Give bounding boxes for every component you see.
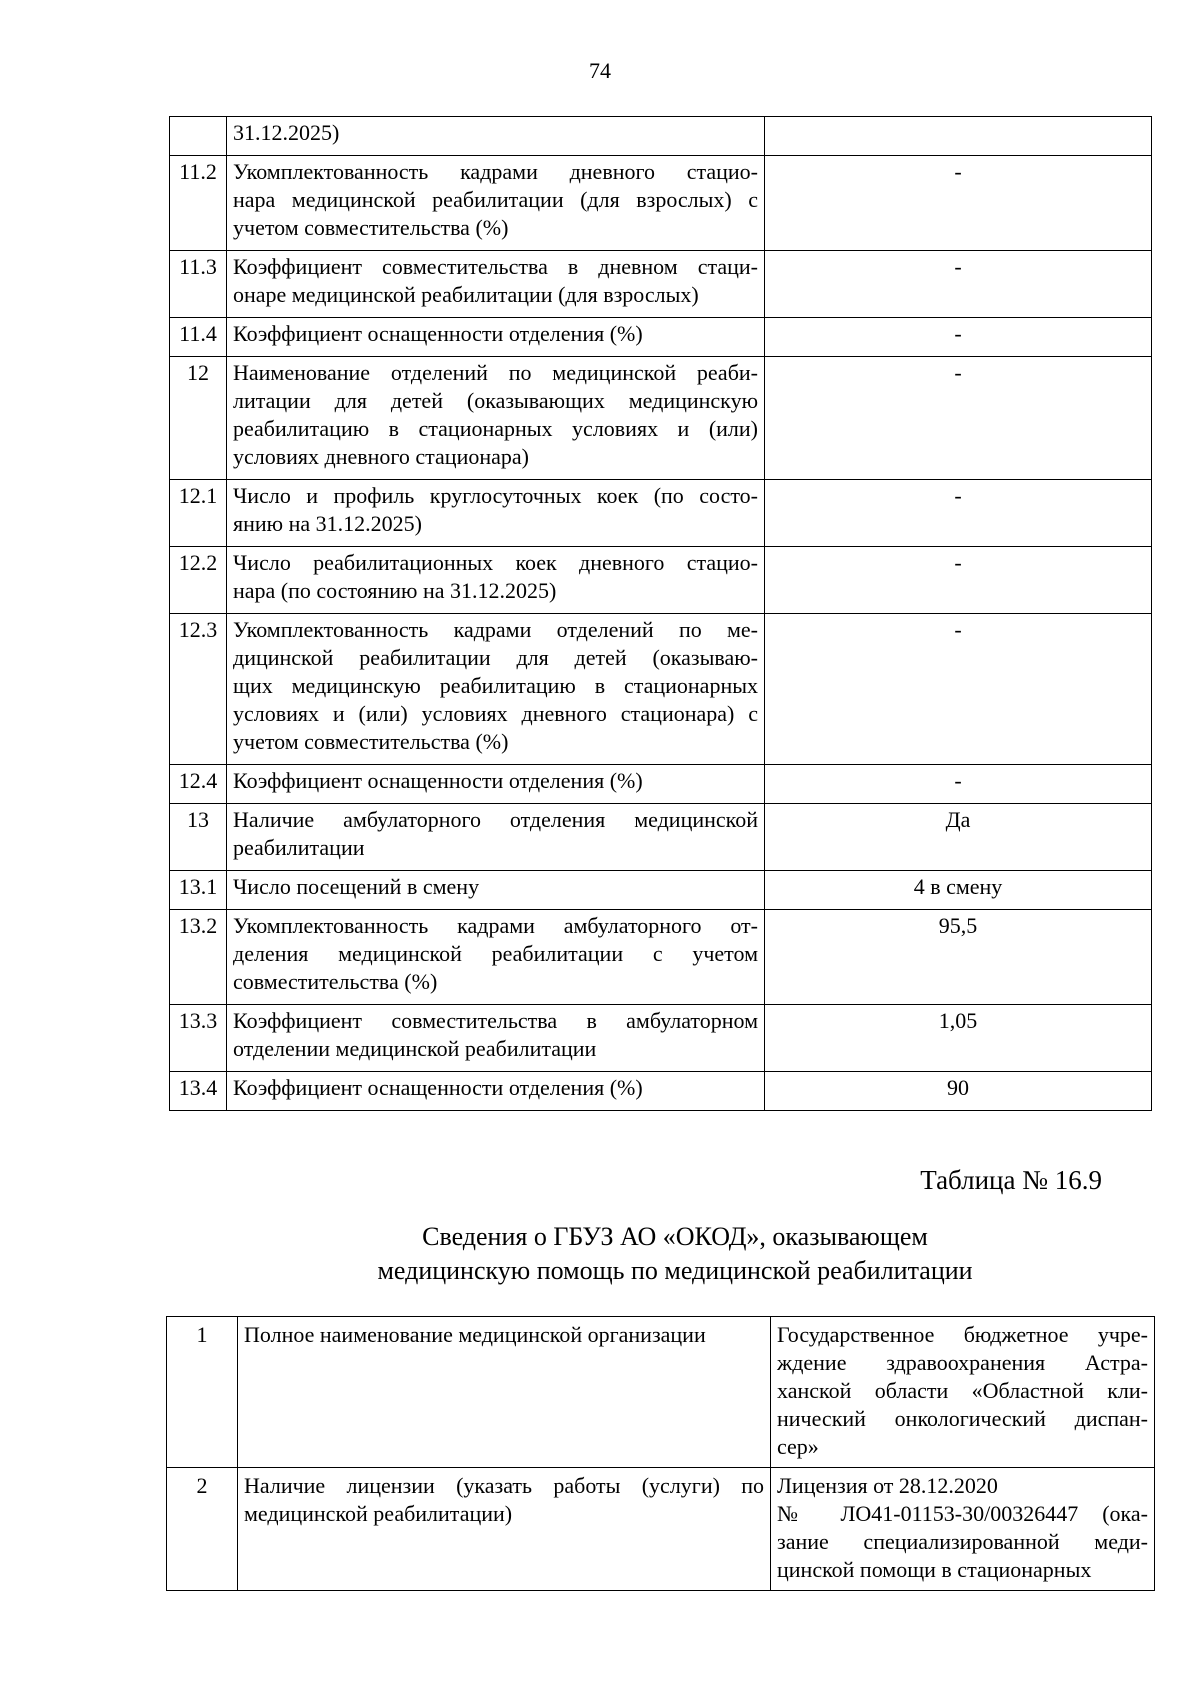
- table-row: [170, 117, 1152, 156]
- row-value: -: [765, 765, 1152, 804]
- description-line: Коэффициент оснащенности отделения (%): [233, 321, 643, 346]
- table-row: [170, 765, 1152, 804]
- table-row: [170, 547, 1152, 614]
- section-title-line-1: Сведения о ГБУЗ АО «ОКОД», оказывающем: [422, 1222, 928, 1251]
- description-line: отделении медицинской реабилитации: [233, 1036, 597, 1061]
- row-number: 13.4: [170, 1072, 227, 1111]
- row-number: 11.3: [170, 251, 227, 318]
- row-value: 4 в смену: [765, 871, 1152, 910]
- value-line: ханской области «Областной кли-: [777, 1378, 1148, 1403]
- description-line: Укомплектованность кадрами дневного стацио-: [233, 159, 758, 184]
- table-row: [170, 804, 1152, 871]
- row-description: [227, 765, 765, 804]
- description-line: Полное наименование медицинской организации: [244, 1322, 706, 1347]
- description-line: Число посещений в смену: [233, 874, 480, 899]
- table-row: [170, 156, 1152, 251]
- row-description: [227, 1072, 765, 1111]
- description-line: учетом совместительства (%): [233, 729, 509, 754]
- description-line: Укомплектованность кадрами отделений по ме-: [233, 617, 758, 642]
- description-line: Коэффициент оснащенности отделения (%): [233, 1075, 643, 1100]
- row-value: [771, 1468, 1155, 1591]
- value-line: сер»: [777, 1434, 819, 1459]
- value-line: Лицензия от 28.12.2020: [777, 1473, 998, 1498]
- row-number: 12.2: [170, 547, 227, 614]
- value-line: Государственное бюджетное учре-: [777, 1322, 1148, 1347]
- value-line: цинской помощи в стационарных: [777, 1557, 1092, 1582]
- row-number: 13.1: [170, 871, 227, 910]
- description-line: дицинской реабилитации для детей (оказываю-: [233, 645, 758, 670]
- description-line: медицинской реабилитации): [244, 1501, 513, 1526]
- row-description: [227, 318, 765, 357]
- table-row: [170, 357, 1152, 480]
- row-description: [227, 614, 765, 765]
- row-description: [227, 251, 765, 318]
- description-line: щих медицинскую реабилитацию в стационарных: [233, 673, 758, 698]
- row-number: 13.2: [170, 910, 227, 1005]
- description-line: нара (по состоянию на 31.12.2025): [233, 578, 557, 603]
- row-number: 12.1: [170, 480, 227, 547]
- row-description: [227, 480, 765, 547]
- description-line: реабилитации: [233, 835, 365, 860]
- description-line: Коэффициент совместительства в амбулаторном: [233, 1008, 758, 1033]
- organization-info-table: [166, 1316, 1155, 1591]
- row-number: 2: [167, 1468, 238, 1591]
- row-number: 12.3: [170, 614, 227, 765]
- row-number: 13: [170, 804, 227, 871]
- row-value: Да: [765, 804, 1152, 871]
- row-value: -: [765, 251, 1152, 318]
- table-row: [170, 1005, 1152, 1072]
- description-line: деления медицинской реабилитации с учетом: [233, 941, 758, 966]
- table-row: [170, 1072, 1152, 1111]
- table-row: [170, 871, 1152, 910]
- indicators-table: [169, 116, 1152, 1111]
- row-value: -: [765, 480, 1152, 547]
- row-number: 11.4: [170, 318, 227, 357]
- value-line: № ЛО41-01153-30/00326447 (ока-: [777, 1501, 1148, 1526]
- description-line: Число реабилитационных коек дневного стацио-: [233, 550, 758, 575]
- description-line: условиях дневного стационара): [233, 444, 529, 469]
- row-value: -: [765, 614, 1152, 765]
- row-description: [227, 357, 765, 480]
- row-value: 1,05: [765, 1005, 1152, 1072]
- section-title: [0, 1220, 1200, 1288]
- description-line: нара медицинской реабилитации (для взрослых) с: [233, 187, 758, 212]
- table-row: [170, 480, 1152, 547]
- value-line: ждение здравоохранения Астра-: [777, 1350, 1148, 1375]
- row-value: [765, 117, 1152, 156]
- row-value: -: [765, 357, 1152, 480]
- description-line: реабилитацию в стационарных условиях и (или): [233, 416, 758, 441]
- row-value: -: [765, 547, 1152, 614]
- description-line: Наличие лицензии (указать работы (услуги) по: [244, 1473, 764, 1498]
- row-number: 12: [170, 357, 227, 480]
- row-value: -: [765, 156, 1152, 251]
- description-line: 31.12.2025): [233, 120, 340, 145]
- row-description: [227, 547, 765, 614]
- description-line: Коэффициент оснащенности отделения (%): [233, 768, 643, 793]
- row-value: 90: [765, 1072, 1152, 1111]
- row-description: [227, 1005, 765, 1072]
- description-line: Укомплектованность кадрами амбулаторного от-: [233, 913, 758, 938]
- row-number: 12.4: [170, 765, 227, 804]
- table-row: [167, 1317, 1155, 1468]
- description-line: онаре медицинской реабилитации (для взрослых): [233, 282, 699, 307]
- section-title-line-2: медицинскую помощь по медицинской реабилитации: [377, 1256, 973, 1285]
- table-row: [170, 910, 1152, 1005]
- row-value: 95,5: [765, 910, 1152, 1005]
- table-row: [170, 614, 1152, 765]
- table-row: [170, 251, 1152, 318]
- row-description: [227, 117, 765, 156]
- table-row: [170, 318, 1152, 357]
- row-value: [771, 1317, 1155, 1468]
- row-number: 13.3: [170, 1005, 227, 1072]
- value-line: зание специализированной меди-: [777, 1529, 1148, 1554]
- description-line: Число и профиль круглосуточных коек (по состо-: [233, 483, 758, 508]
- description-line: совместительства (%): [233, 969, 438, 994]
- row-value: -: [765, 318, 1152, 357]
- description-line: литации для детей (оказывающих медицинскую: [233, 388, 758, 413]
- page-number: 74: [589, 58, 611, 83]
- row-number: [170, 117, 227, 156]
- value-line: нический онкологический диспан-: [777, 1406, 1148, 1431]
- description-line: Наличие амбулаторного отделения медицинской: [233, 807, 758, 832]
- row-number: 1: [167, 1317, 238, 1468]
- row-description: [227, 871, 765, 910]
- description-line: янию на 31.12.2025): [233, 511, 422, 536]
- row-number: 11.2: [170, 156, 227, 251]
- row-description: [238, 1317, 771, 1468]
- row-description: [238, 1468, 771, 1591]
- description-line: учетом совместительства (%): [233, 215, 509, 240]
- description-line: условиях и (или) условиях дневного стационара) с: [233, 701, 758, 726]
- description-line: Наименование отделений по медицинской реаби-: [233, 360, 758, 385]
- description-line: Коэффициент совместительства в дневном стаци-: [233, 254, 758, 279]
- table-label: Таблица № 16.9: [920, 1165, 1102, 1195]
- row-description: [227, 156, 765, 251]
- row-description: [227, 804, 765, 871]
- table-row: [167, 1468, 1155, 1591]
- row-description: [227, 910, 765, 1005]
